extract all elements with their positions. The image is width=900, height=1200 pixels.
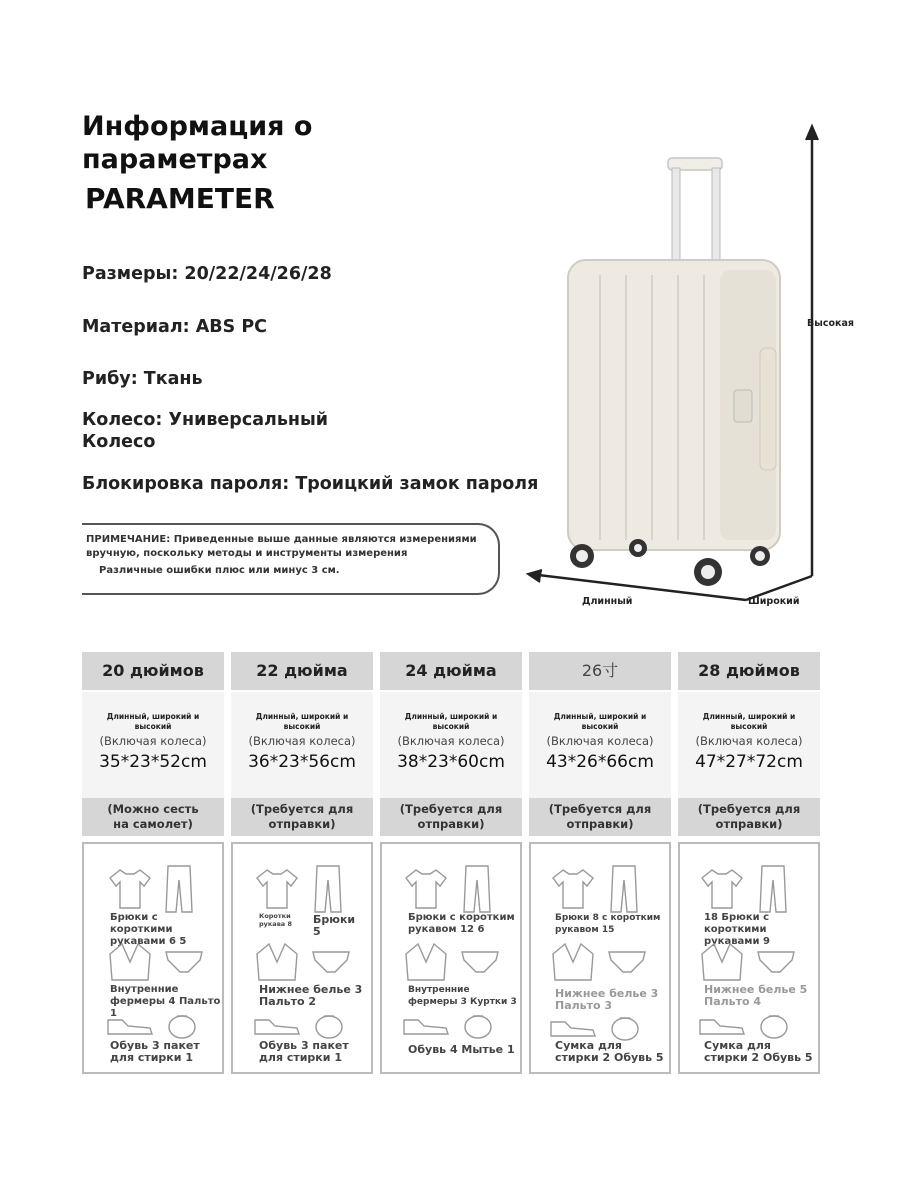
dim-box-24 bbox=[380, 692, 522, 798]
size-header-20: 20 дюймов bbox=[82, 652, 224, 690]
dim-incl: (Включая колеса) bbox=[397, 734, 505, 748]
req-line1: (Требуется для bbox=[250, 802, 354, 816]
trousers-icon bbox=[313, 864, 343, 914]
param-lock: Блокировка пароля: Троицкий замок пароля bbox=[82, 474, 539, 494]
dim-label: Длинный, широкий и высокий bbox=[553, 712, 647, 731]
dim-box-20 bbox=[82, 692, 224, 798]
items-box-28 bbox=[678, 842, 820, 1074]
req-line2: отправки) bbox=[268, 817, 336, 831]
items-text-1: 18 Брюки с короткими рукавами 9 bbox=[704, 912, 770, 947]
req-line1: (Требуется для bbox=[548, 802, 652, 816]
items-text-1: Брюки 8 с коротким рукавом 15 bbox=[555, 913, 661, 935]
dim-label: Длинный, широкий и высокий bbox=[702, 712, 796, 731]
items-text-3: Сумка для стирки 2 Обувь 5 bbox=[704, 1039, 813, 1064]
dim-value: 47*27*72cm bbox=[695, 752, 803, 772]
items-text-1: Брюки с короткими рукавами 6 5 bbox=[110, 912, 187, 947]
dim-incl: (Включая колеса) bbox=[695, 734, 803, 748]
trousers-icon bbox=[609, 864, 639, 914]
req-line1: (Требуется для bbox=[399, 802, 503, 816]
dim-incl: (Включая колеса) bbox=[99, 734, 207, 748]
req-line1: (Можно сесть bbox=[107, 802, 199, 816]
dim-value: 38*23*60cm bbox=[397, 752, 505, 772]
width-label: Широкий bbox=[748, 596, 800, 607]
items-text-2: Нижнее белье 5 Пальто 4 bbox=[704, 983, 808, 1008]
param-wheel-line1: Колесо: Универсальный bbox=[82, 410, 329, 430]
page-title-english: PARAMETER bbox=[85, 182, 275, 215]
coat-icon bbox=[402, 940, 450, 984]
items-text-1: Брюки с коротким рукавом 12 6 bbox=[408, 912, 515, 935]
coat-icon bbox=[253, 940, 301, 984]
shoe-icon bbox=[402, 1014, 450, 1038]
size-header-22: 22 дюйма bbox=[231, 652, 373, 690]
req-box-20 bbox=[82, 798, 224, 836]
dim-value: 36*23*56cm bbox=[248, 752, 356, 772]
length-label: Длинный bbox=[582, 596, 633, 607]
items-text-2: Брюки 5 bbox=[313, 913, 356, 938]
items-text-2: Нижнее белье 3 Пальто 3 bbox=[555, 987, 659, 1012]
laundry-bag-icon bbox=[462, 1010, 494, 1040]
trousers-icon bbox=[462, 864, 492, 914]
trousers-icon bbox=[758, 864, 788, 914]
items-text-3: Нижнее белье 3 Пальто 2 bbox=[259, 983, 363, 1008]
coat-icon bbox=[698, 940, 746, 984]
req-box-28 bbox=[678, 798, 820, 836]
tshirt-icon bbox=[549, 866, 597, 910]
param-sizes: Размеры: 20/22/24/26/28 bbox=[82, 264, 332, 284]
page-title-line1: Информация о bbox=[82, 111, 313, 142]
underwear-icon bbox=[164, 948, 204, 976]
req-box-26 bbox=[529, 798, 671, 836]
dim-label: Длинный, широкий и высокий bbox=[404, 712, 498, 731]
req-line2: отправки) bbox=[566, 817, 634, 831]
note-text-2: Различные ошибки плюс или минус 3 см. bbox=[99, 565, 340, 576]
items-box-22 bbox=[231, 842, 373, 1074]
tshirt-icon bbox=[698, 866, 746, 910]
size-header-24: 24 дюйма bbox=[380, 652, 522, 690]
tshirt-icon bbox=[253, 866, 301, 910]
dim-incl: (Включая колеса) bbox=[546, 734, 654, 748]
shoe-icon bbox=[253, 1014, 301, 1038]
req-box-24 bbox=[380, 798, 522, 836]
param-material: Материал: ABS PC bbox=[82, 317, 267, 337]
shoe-icon bbox=[549, 1016, 597, 1040]
dim-label: Длинный, широкий и высокий bbox=[106, 712, 200, 731]
req-line2: на самолет) bbox=[113, 817, 193, 831]
items-text-3: Обувь 4 Мытье 1 bbox=[408, 1043, 515, 1056]
tshirt-icon bbox=[106, 866, 154, 910]
height-label: Высокая bbox=[807, 318, 854, 329]
param-lining: Рибу: Ткань bbox=[82, 369, 203, 389]
param-wheel-line2: Колесо bbox=[82, 432, 156, 452]
req-line1: (Требуется для bbox=[697, 802, 801, 816]
dim-incl: (Включая колеса) bbox=[248, 734, 356, 748]
items-box-20 bbox=[82, 842, 224, 1074]
items-text-3: Сумка для стирки 2 Обувь 5 bbox=[555, 1039, 664, 1064]
dim-box-22 bbox=[231, 692, 373, 798]
items-text-1: Коротки рукава 8 bbox=[259, 912, 292, 928]
dim-value: 43*26*66cm bbox=[546, 752, 654, 772]
coat-icon bbox=[549, 940, 597, 984]
underwear-icon bbox=[756, 948, 796, 976]
shoe-icon bbox=[106, 1014, 154, 1038]
laundry-bag-icon bbox=[166, 1010, 198, 1040]
req-line2: отправки) bbox=[715, 817, 783, 831]
dim-value: 35*23*52cm bbox=[99, 752, 207, 772]
tshirt-icon bbox=[402, 866, 450, 910]
laundry-bag-icon bbox=[758, 1010, 790, 1040]
page-title-line2: параметрах bbox=[82, 144, 268, 175]
items-box-24 bbox=[380, 842, 522, 1074]
laundry-bag-icon bbox=[313, 1010, 345, 1040]
items-text-3: Обувь 3 пакет для стирки 1 bbox=[110, 1039, 200, 1064]
dim-box-28 bbox=[678, 692, 820, 798]
dim-label: Длинный, широкий и высокий bbox=[255, 712, 349, 731]
items-box-26 bbox=[529, 842, 671, 1074]
size-header-26: 26寸 bbox=[529, 652, 671, 690]
dim-box-26 bbox=[529, 692, 671, 798]
shoe-icon bbox=[698, 1014, 746, 1038]
req-line2: отправки) bbox=[417, 817, 485, 831]
items-text-2: Внутренние фермеры 4 Пальто 1 bbox=[110, 984, 221, 1019]
laundry-bag-icon bbox=[609, 1012, 641, 1042]
items-text-4: Обувь 3 пакет для стирки 1 bbox=[259, 1039, 349, 1064]
suitcase-illustration bbox=[520, 120, 890, 610]
req-box-22 bbox=[231, 798, 373, 836]
trousers-icon bbox=[164, 864, 194, 914]
size-header-28: 28 дюймов bbox=[678, 652, 820, 690]
coat-icon bbox=[106, 940, 154, 984]
items-text-2: Внутренние фермеры 3 Куртки 3 bbox=[408, 985, 517, 1007]
underwear-icon bbox=[607, 948, 647, 976]
note-text-1: ПРИМЕЧАНИЕ: Приведенные выше данные являются измерениями вручную, поскольку методы и инструменты измерения bbox=[86, 534, 477, 559]
underwear-icon bbox=[460, 948, 500, 976]
underwear-icon bbox=[311, 948, 351, 976]
